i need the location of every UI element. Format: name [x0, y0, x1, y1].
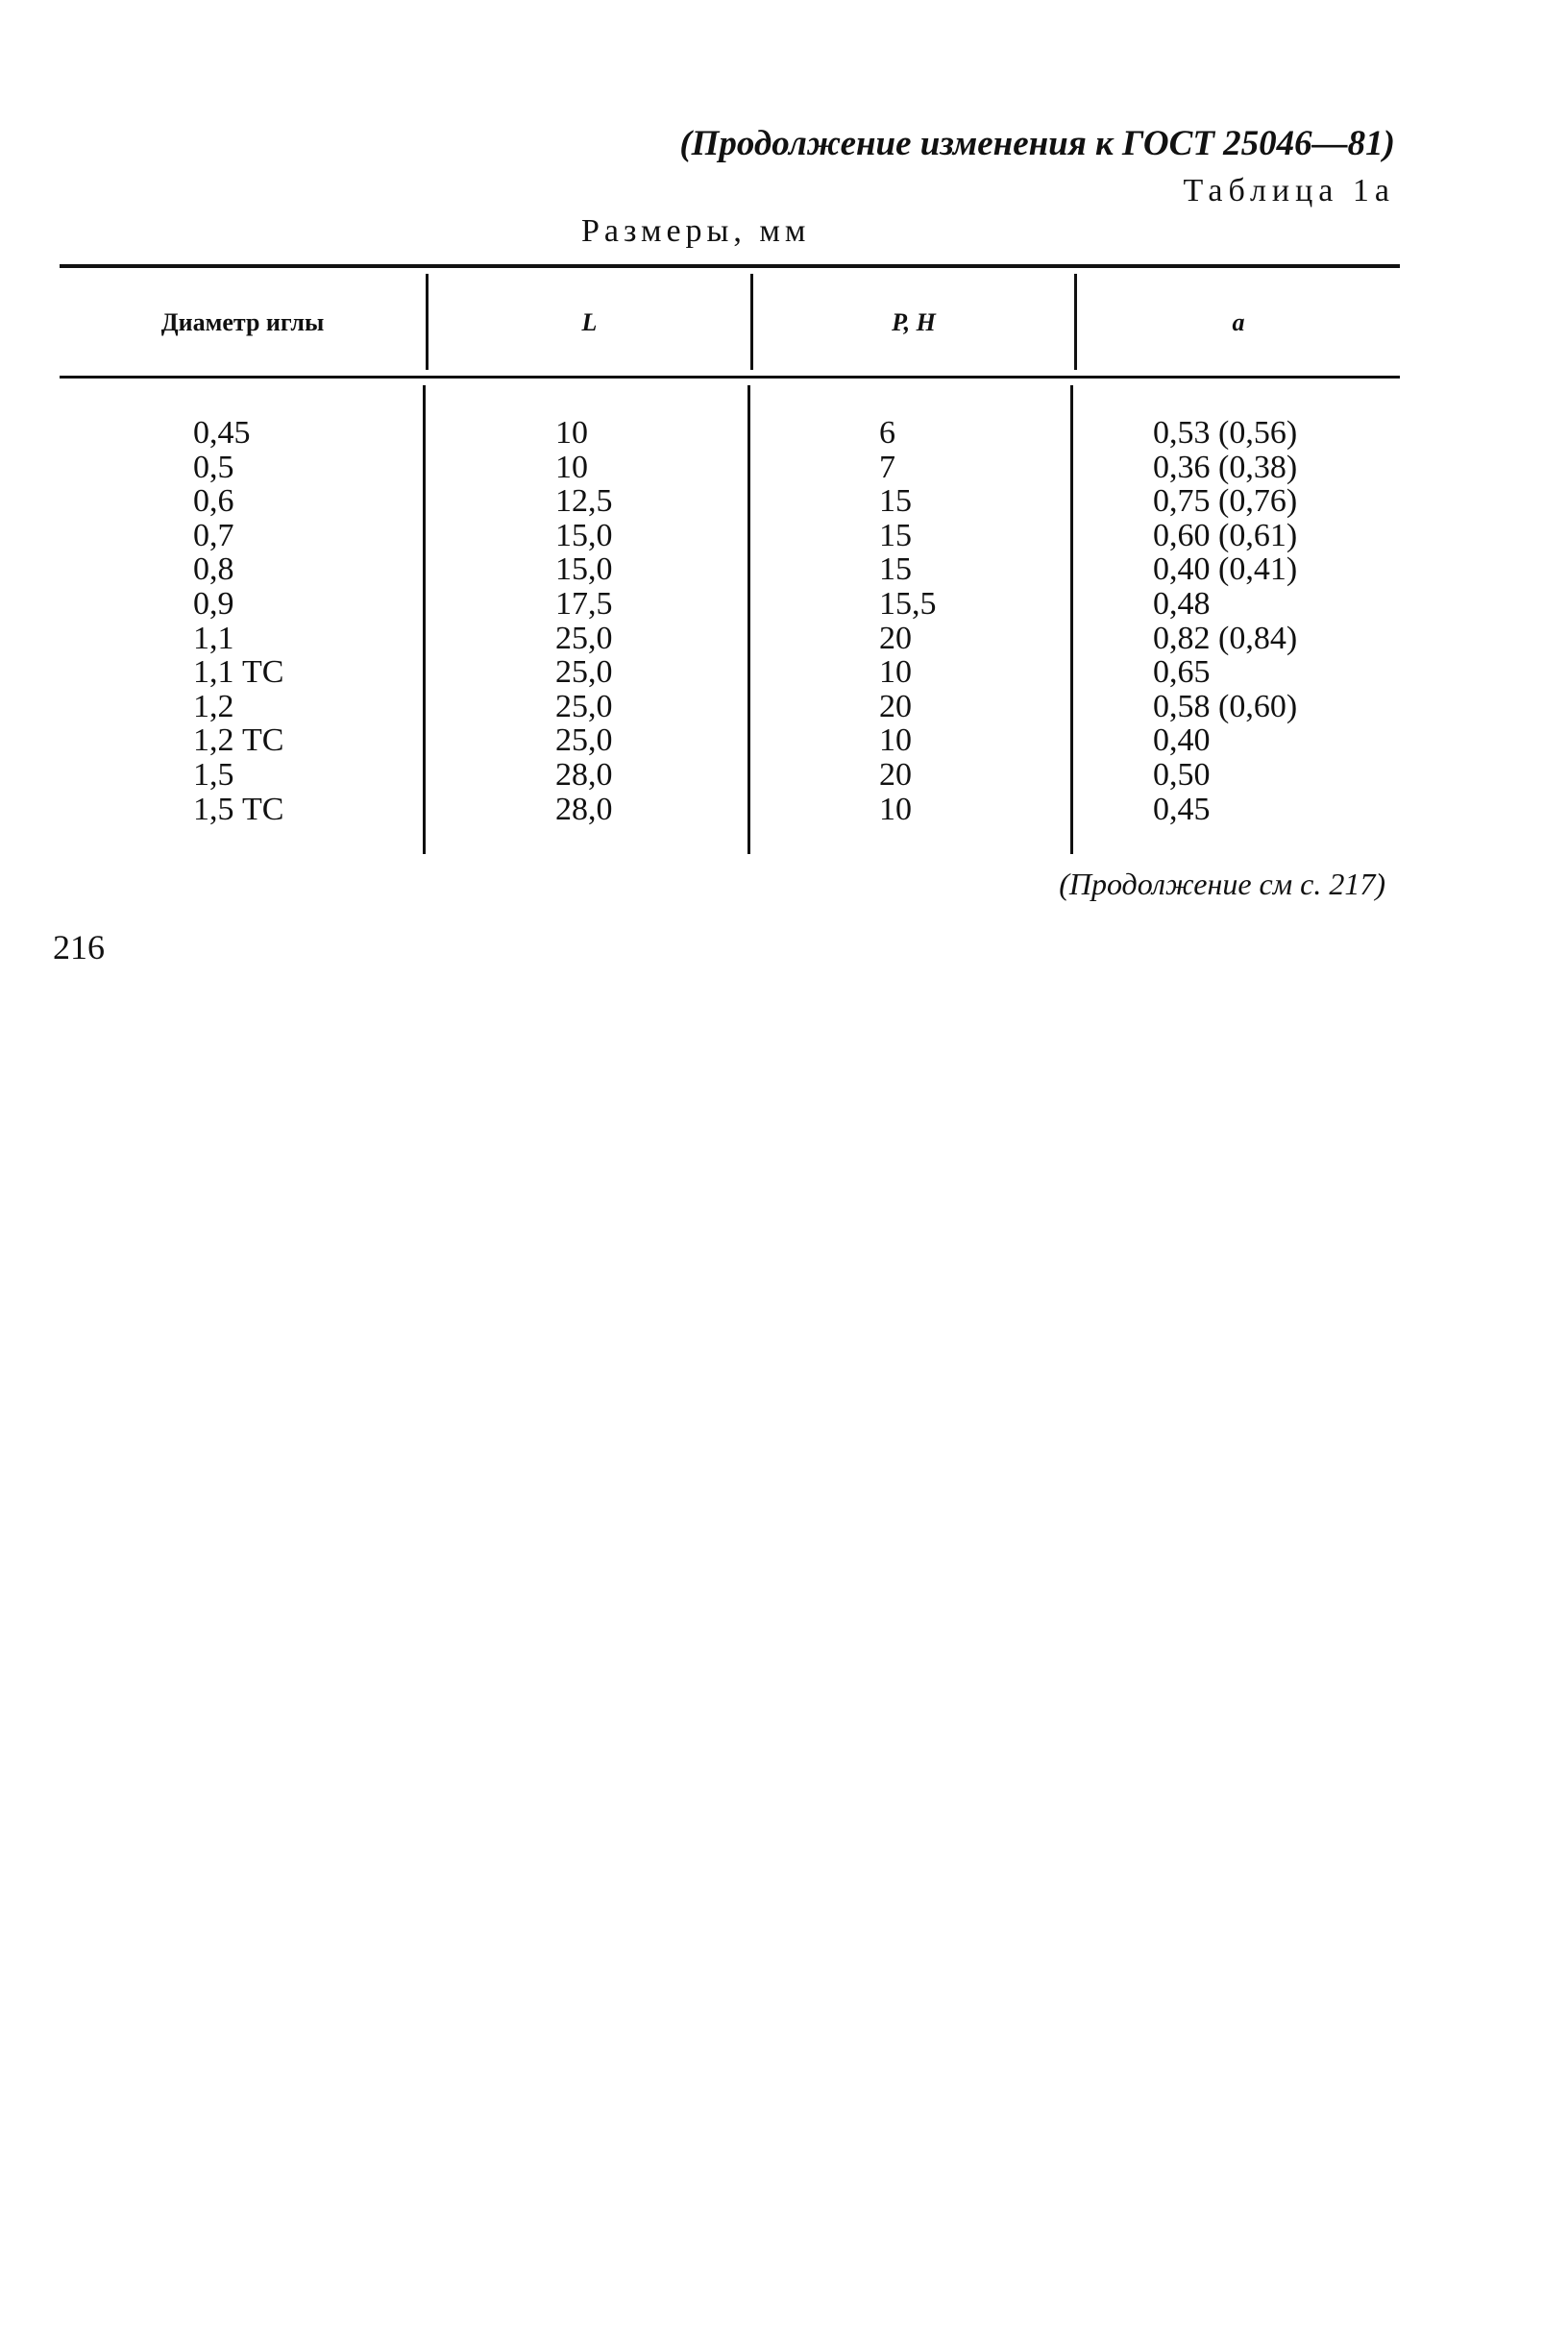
cell-diameter: 0,9 [193, 585, 234, 622]
cell-diameter: 0,5 [193, 449, 234, 485]
cell-p-h: 15 [879, 517, 912, 553]
cell-l: 28,0 [555, 756, 613, 793]
cell-diameter: 1,5 [193, 756, 234, 793]
cell-diameter: 0,6 [193, 483, 234, 520]
cell-l: 10 [555, 449, 588, 485]
table-header-rule [60, 376, 1400, 379]
column-divider [747, 385, 750, 854]
cell-a: 0,60 (0,61) [1153, 517, 1298, 553]
cell-a: 0,53 (0,56) [1153, 415, 1298, 451]
cell-diameter: 1,2 ТС [193, 722, 284, 759]
header-title: (Продолжение изменения к ГОСТ 25046—81) [679, 124, 1395, 163]
cell-diameter: 0,8 [193, 551, 234, 588]
cell-l: 12,5 [555, 483, 613, 520]
units-label: Размеры, мм [581, 213, 811, 249]
cell-a: 0,45 [1153, 791, 1211, 827]
cell-diameter: 0,7 [193, 517, 234, 553]
cell-l: 25,0 [555, 688, 613, 724]
cell-diameter: 1,5 ТС [193, 791, 284, 827]
cell-l: 10 [555, 415, 588, 451]
cell-p-h: 20 [879, 756, 912, 793]
cell-p-h: 20 [879, 620, 912, 656]
column-header-p-h: P, H [892, 308, 936, 336]
dimensions-table [60, 264, 1400, 855]
cell-p-h: 20 [879, 688, 912, 724]
cell-p-h: 6 [879, 415, 895, 451]
column-l [555, 416, 613, 826]
cell-l: 15,0 [555, 551, 613, 588]
cell-diameter: 0,45 [193, 415, 251, 451]
cell-l: 28,0 [555, 791, 613, 827]
cell-p-h: 10 [879, 654, 912, 691]
continuation-note: (Продолжение см с. 217) [1059, 867, 1385, 901]
column-a [1153, 416, 1297, 826]
cell-a: 0,50 [1153, 756, 1211, 793]
column-p-h [879, 416, 937, 826]
cell-p-h: 15,5 [879, 585, 937, 622]
cell-a: 0,82 (0,84) [1153, 620, 1298, 656]
page-number: 216 [53, 928, 105, 966]
table-top-rule [60, 264, 1400, 268]
column-divider [423, 385, 426, 854]
cell-l: 25,0 [555, 654, 613, 691]
cell-a: 0,40 (0,41) [1153, 551, 1298, 588]
cell-p-h: 10 [879, 722, 912, 759]
cell-a: 0,36 (0,38) [1153, 449, 1298, 485]
cell-diameter: 1,2 [193, 688, 234, 724]
column-header-l: L [581, 308, 598, 336]
cell-p-h: 10 [879, 791, 912, 827]
table-label: Таблица 1а [1183, 173, 1395, 208]
cell-p-h: 15 [879, 551, 912, 588]
cell-diameter: 1,1 ТС [193, 654, 284, 691]
cell-l: 25,0 [555, 620, 613, 656]
column-diameter [193, 416, 283, 826]
cell-l: 17,5 [555, 585, 613, 622]
cell-p-h: 15 [879, 483, 912, 520]
column-header-a: a [1232, 308, 1245, 336]
cell-a: 0,48 [1153, 585, 1211, 622]
cell-a: 0,58 (0,60) [1153, 688, 1298, 724]
column-divider [1070, 385, 1073, 854]
cell-l: 15,0 [555, 517, 613, 553]
cell-a: 0,40 [1153, 722, 1211, 759]
cell-l: 25,0 [555, 722, 613, 759]
cell-diameter: 1,1 [193, 620, 234, 656]
column-header-diameter: Диаметр иглы [160, 308, 325, 336]
cell-a: 0,75 (0,76) [1153, 483, 1298, 520]
cell-a: 0,65 [1153, 654, 1211, 691]
cell-p-h: 7 [879, 449, 895, 485]
